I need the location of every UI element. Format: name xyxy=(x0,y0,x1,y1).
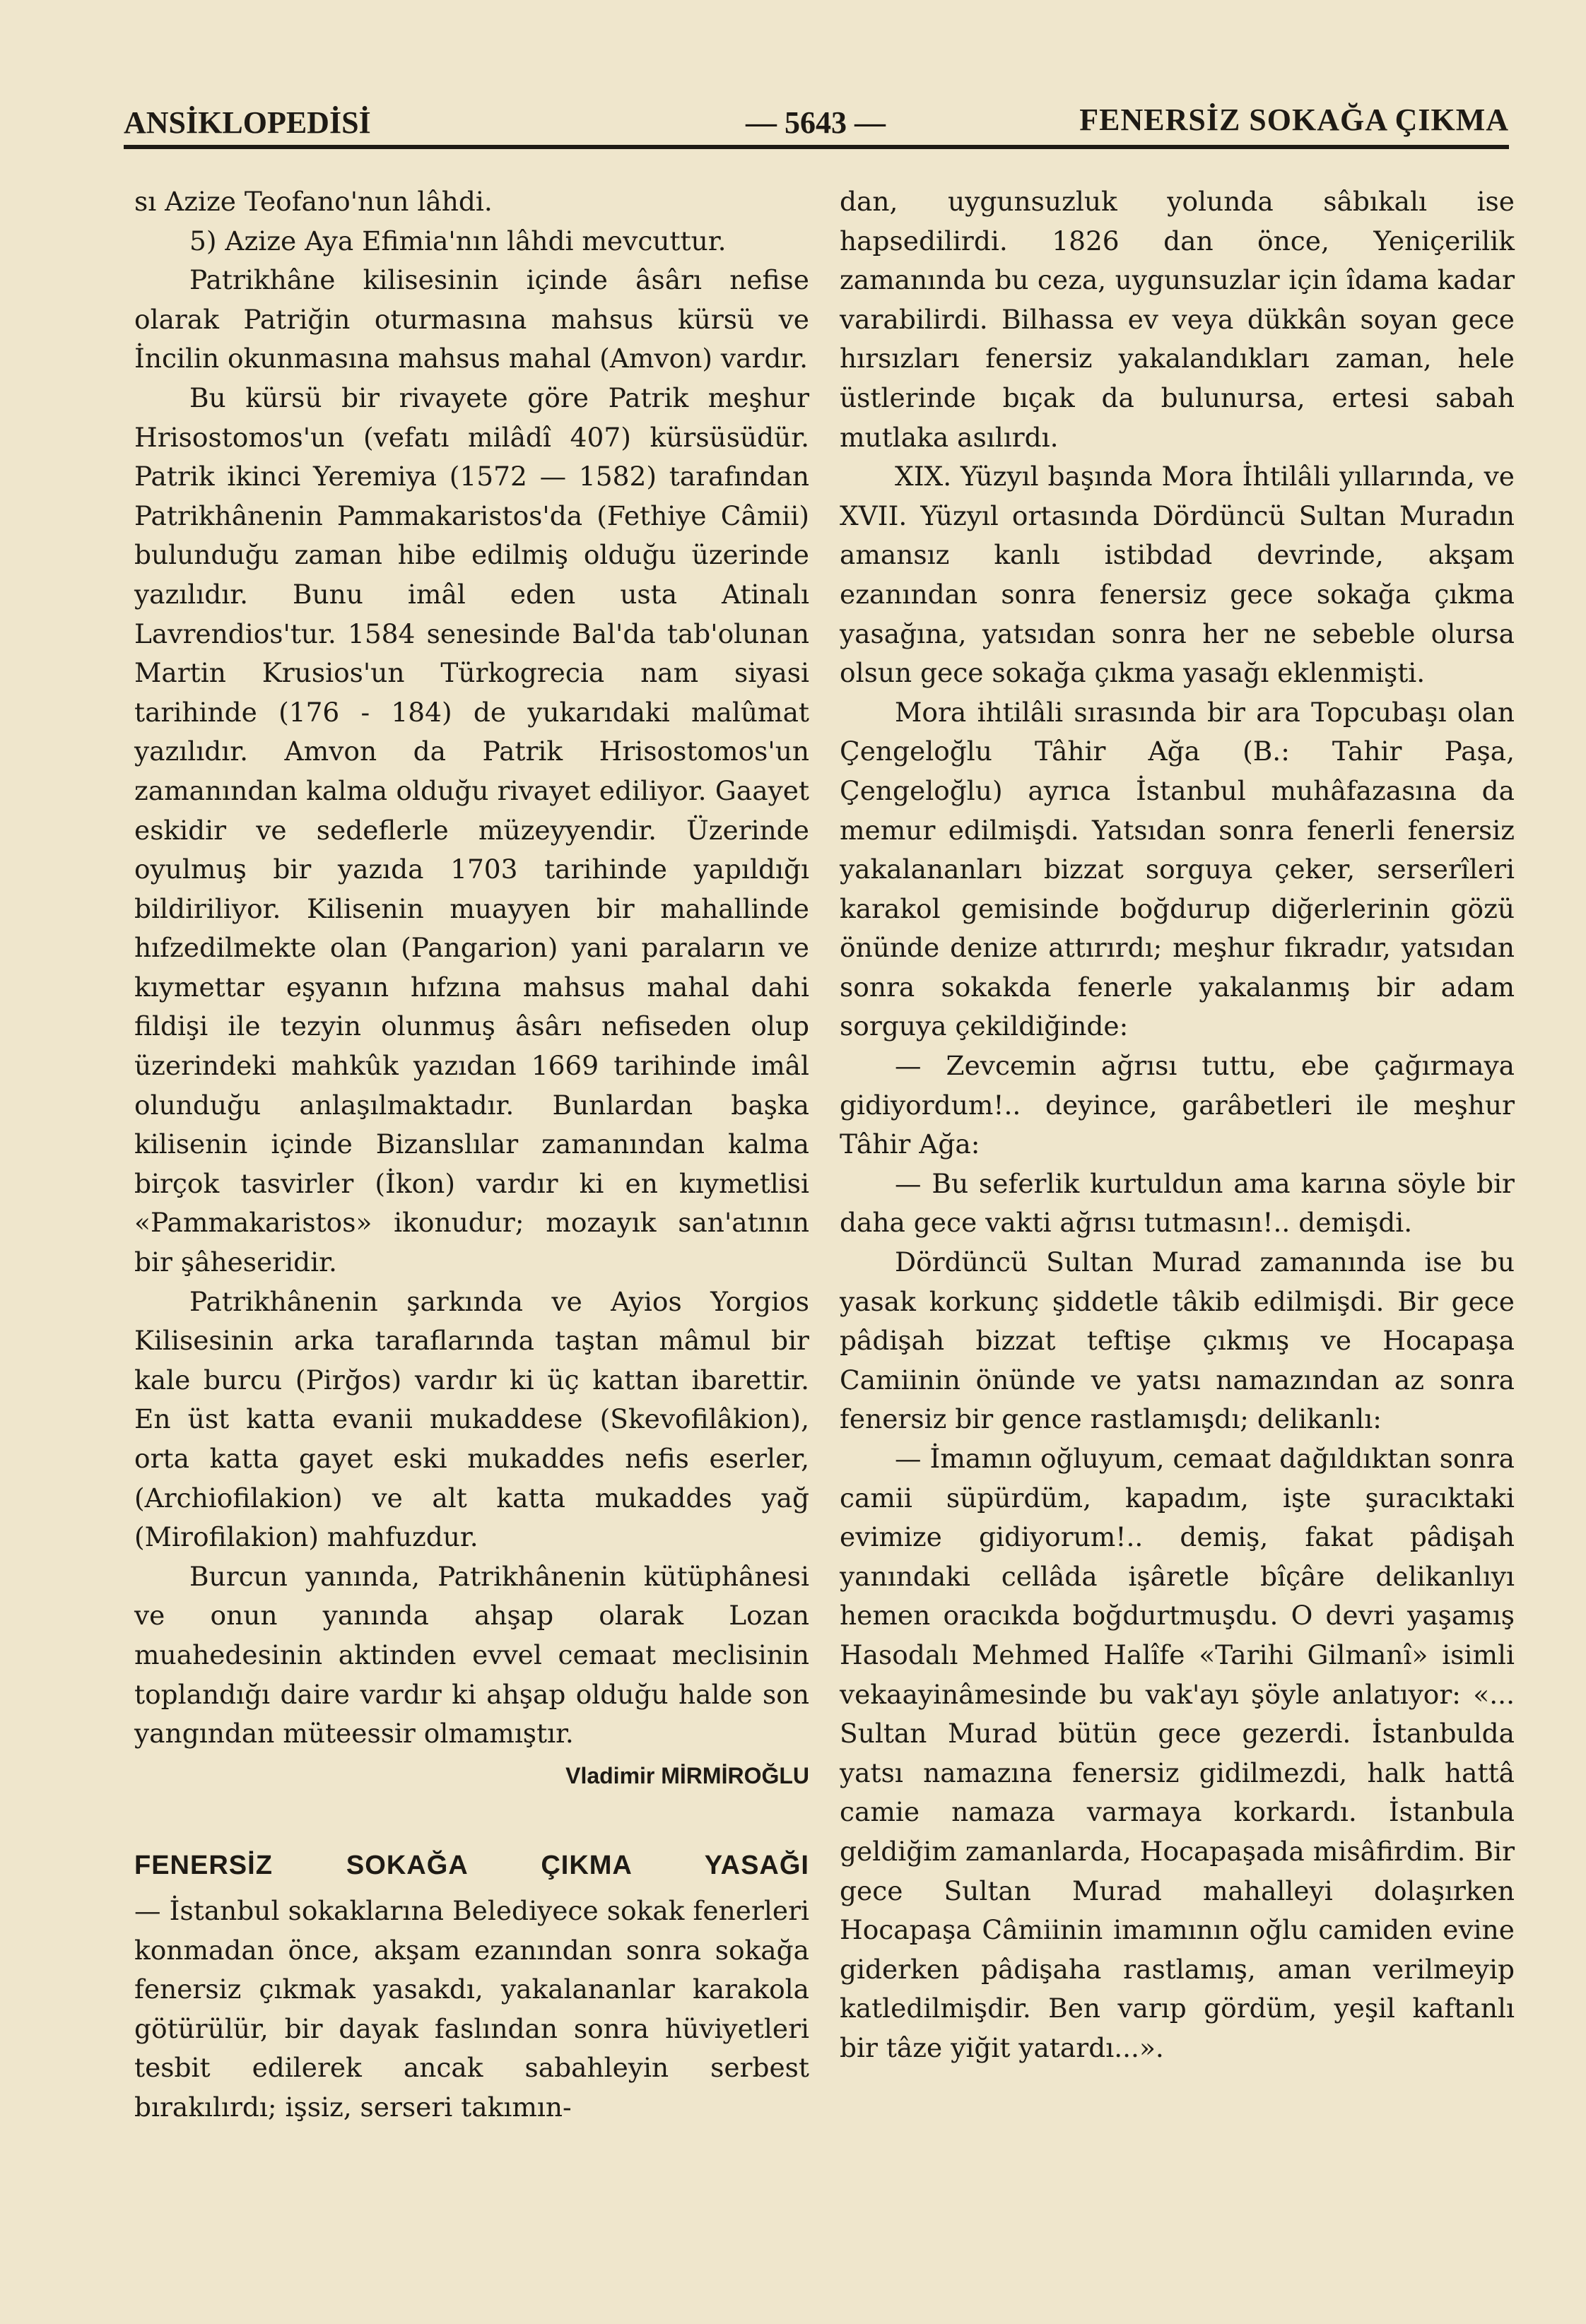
paragraph: Bu kürsü bir rivayete göre Patrik meşhur Hrisostomos'un (vefatı milâdî 407) kürsüsüdür. Patrik ikinci Yeremiya (1572 — 1582) tarafından Patrikhânenin Pammakaristos'da (Fethiye Câmii) bulunduğu zaman hibe edilmiş olduğu üzerinde yazılıdır. Bunu imâl eden usta Atinalı Lavrendios'tur. 1584 senesinde Bal'da tab'olunan Martin Krusios'un Türkogrecia nam siyasi tarihinde (176 - 184) de yukarıdaki malûmat yazılıdır. Amvon da Patrik Hrisostomos'un zamanından kalma olduğu rivayet ediliyor. Gaayet eskidir ve sedeflerle müzeyyendir. Üzerinde oyulmuş bir yazıda 1703 tarihinde yapıldığı bildiriliyor. Kilisenin muayyen bir mahallinde hıfzedilmekte olan (Pangarion) yani paraların ve kıymettar eşyanın hıfzına mahsus mahal dahi fildişi ile tezyin olunmuş âsârı nefiseden olup üzerindeki mahkûk yazıdan 1669 tarihinde imâl olunduğu anlaşılmaktadır. Bunlardan başka kilisenin içinde Bizanslılar zamanından kalma birçok tasvirler (İkon) vardır ki en kıymetlisi «Pammakaristos» ikonudur; mozayık san'atının bir şâheseridir. xyxy=(134,382,809,1278)
paragraph: 5) Azize Aya Efimia'nın lâhdi mevcuttur. xyxy=(189,225,727,256)
header-entry-title: FENERSİZ SOKAĞA ÇIKMA xyxy=(1079,102,1509,137)
paragraph: — Zevcemin ağrısı tuttu, ebe çağırmaya gidiyordum!.. deyince, garâbetleri ile meşhur Tâhir Ağa: xyxy=(840,1050,1515,1160)
paragraph: — İstanbul sokaklarına Belediyece sokak fenerleri konmadan önce, akşam ezanından sonra sokağa fenersiz çıkmak yasakdı, yakalananlar karakola götürülür, bir dayak faslından sonra hüviyetleri tesbit edilerek ancak sabahleyin serbest bırakılırdı; işsiz, serseri takımın- xyxy=(134,1894,809,2123)
paragraph: Burcun yanında, Patrikhânenin kütüphânesi ve onun yanında ahşap olarak Lozan muahedesinin aktinden evvel cemaat meclisinin toplandığı daire vardır ki ahşap olduğu halde son yangından müteessir olmamıştır. xyxy=(134,1560,809,1750)
header-encyclopedia-title: ANSİKLOPEDİSİ xyxy=(124,105,371,140)
paragraph: Patrikhâne kilisesinin içinde âsârı nefise olarak Patriğin oturmasına mahsus kürsü ve İncilin okunmasına mahsus mahal (Amvon) vardır. xyxy=(134,264,809,374)
paragraph: XIX. Yüzyıl başında Mora İhtilâli yıllarında, ve XVII. Yüzyıl ortasında Dördüncü Sultan Muradın amansız kanlı istibdad devrinde, akşam ezanından sonra fenersiz gece sokağa çıkma yasağına, yatsıdan sonra her ne sebeble olursa olsun gece sokağa çıkma yasağı eklenmişti. xyxy=(840,461,1515,689)
author-signature: Vladimir MİRMİROĞLU xyxy=(565,1762,809,1788)
paragraph: Dördüncü Sultan Murad zamanında ise bu yasak korkunç şiddetle tâkib edilmişdi. Bir gece pâdişah bizzat teftişe çıkmış ve Hocapaşa Camiinin önünde ve yatsı namazından az sonra fenersiz bir gence rastlamışdı; delikanlı: xyxy=(840,1246,1515,1435)
paragraph: — Bu seferlik kurtuldun ama karına söyle bir daha gece vakti ağrısı tutmasın!.. demişdi. xyxy=(840,1167,1515,1239)
paragraph: Patrikhânenin şarkında ve Ayios Yorgios Kilisesinin arka taraflarında taştan mâmul bir kale burcu (Pirğos) vardır ki üç kattan ibarettir. En üst katta evanii mukaddese (Skevofilâkion), orta katta gayet eski mukaddes nefis eserler, (Archiofilakion) ve alt katta mukaddes yağ (Mirofilakion) mahfuzdur. xyxy=(134,1285,809,1553)
page-header xyxy=(124,98,1509,147)
section-heading: FENERSİZ SOKAĞA ÇIKMA YASAĞI xyxy=(134,1851,809,1881)
paragraph: — İmamın oğluyum, cemaat dağıldıktan sonra camii süpürdüm, kapadım, işte şuracıktaki evimize gidiyorum!.. demiş, fakat pâdişah yanındaki cellâda işâretle bîçâre delikanlıyı hemen oracıkda boğdurtmuşdu. O devri yaşamış Hasodalı Mehmed Halîfe «Tarihi Gilmanî» isimli vekaayinâmesinde bu vak'ayı şöyle anlatıyor: «... Sultan Murad bütün gece gezerdi. İstanbulda yatsı namazına fenersiz gidilmezdi, halk hattâ camie namaza varmaya korkardı. İstanbula geldiğim zamanlarda, Hocapaşada misâfirdim. Bir gece Sultan Murad mahalleyi dolaşırken Hocapaşa Câmiinin imamının oğlu camiden evine giderken pâdişaha rastlamış, aman verilmeyip katledilmişdir. Ben varıp gördüm, yeşil kaftanlı bir tâze yiğit yatardı...». xyxy=(840,1443,1515,2063)
header-rule xyxy=(124,145,1509,149)
paragraph: sı Azize Teofano'nun lâhdi. xyxy=(134,186,493,217)
left-column xyxy=(134,182,809,2128)
paragraph: Mora ihtilâli sırasında bir ara Topcubaşı olan Çengeloğlu Tâhir Ağa (B.: Tahir Paşa, Çengeloğlu) ayrıca İstanbul muhâfazasına da memur edilmişdi. Yatsıdan sonra fenerli fenersiz yakalananları bizzat sorguya çeker, serserîleri karakol gemisinde boğdurup diğerlerinin gözü önünde denize attırırdı; meşhur fıkradır, yatsıdan sonra sokakda fenerle yakalanmış bir adam sorguya çekildiğinde: xyxy=(840,696,1515,1042)
paragraph: dan, uygunsuzluk yolunda sâbıkalı ise hapsedilirdi. 1826 dan önce, Yeniçerilik zamanında bu ceza, uygunsuzlar için îdama kadar varabilirdi. Bilhassa ev veya dükkân soyan gece hırsızları fenersiz yakalandıkları zaman, hele üstlerinde bıçak da bulunursa, ertesi sabah mutlaka asılırdı. xyxy=(840,186,1515,453)
page-number: — 5643 — xyxy=(746,105,886,140)
right-column xyxy=(840,182,1515,2068)
